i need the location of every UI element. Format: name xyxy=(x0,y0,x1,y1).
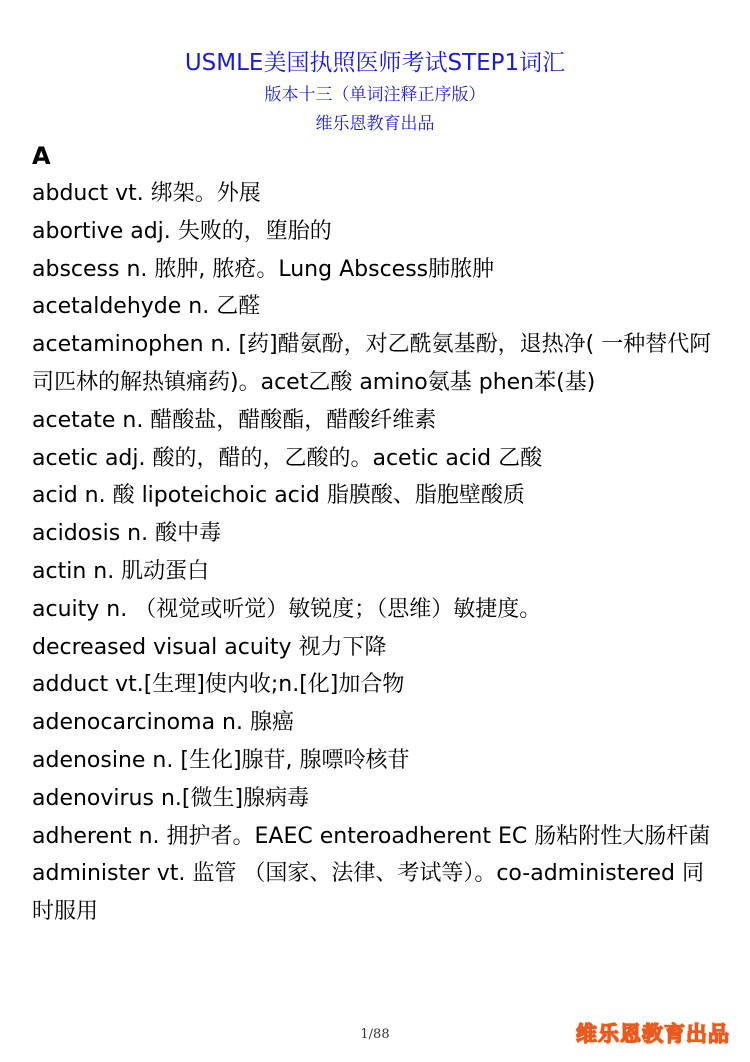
vocabulary-entry: adduct vt.[生理]使内收;n.[化]加合物 xyxy=(32,672,405,698)
vocabulary-entry: acid n. 酸 lipoteichoic acid 脂膜酸、脂胞壁酸质 xyxy=(32,483,525,509)
vocabulary-entry: abscess n. 脓肿, 脓疮。Lung Abscess肺脓肿 xyxy=(32,256,495,282)
vocabulary-entry: adenocarcinoma n. 腺癌 xyxy=(32,710,294,736)
vocabulary-entry: administer vt. 监管 （国家、法律、考试等）。co-administered 同时服用 xyxy=(32,861,704,925)
page-number: 1/88 xyxy=(360,1027,390,1042)
vocabulary-entry: adherent n. 拥护者。EAEC enteroadherent EC 肠粘附性大肠杆菌 xyxy=(32,823,711,849)
section-letter-heading: A xyxy=(32,142,51,170)
vocabulary-entry: adenovirus n.[微生]腺病毒 xyxy=(32,785,310,811)
vocabulary-entry: acetic adj. 酸的，醋的，乙酸的。acetic acid 乙酸 xyxy=(32,445,543,471)
vocabulary-entry: acetaminophen n. [药]醋氨酚，对乙酰氨基酚，退热净( 一种替代阿司匹林的解热镇痛药)。acet乙酸 amino氨基 phen苯(基) xyxy=(32,332,712,395)
vocabulary-entry: acuity n. （视觉或听觉）敏锐度；（思维）敏捷度。 xyxy=(32,596,542,622)
page-subtitle: 版本十三（单词注释正序版） xyxy=(264,85,486,105)
vocabulary-entry: abortive adj. 失败的，堕胎的 xyxy=(32,218,332,244)
vocabulary-entry: adenosine n. [生化]腺苷, 腺嘌呤核苷 xyxy=(32,747,410,773)
page-title: USMLE美国执照医师考试STEP1词汇 xyxy=(184,50,566,76)
vocabulary-list xyxy=(32,175,722,931)
vocabulary-entry: abduct vt. 绑架。外展 xyxy=(32,181,261,206)
publisher-line: 维乐恩教育出品 xyxy=(315,114,435,134)
vocabulary-entry: acetaldehyde n. 乙醛 xyxy=(32,294,261,320)
vocabulary-entry: actin n. 肌动蛋白 xyxy=(32,558,210,584)
publisher-watermark: 维乐恩教育出品 xyxy=(576,1022,730,1046)
vocabulary-entry: acetate n. 醋酸盐，醋酸酯，醋酸纤维素 xyxy=(32,407,437,433)
vocabulary-entry: decreased visual acuity 视力下降 xyxy=(32,634,387,660)
vocabulary-entry: acidosis n. 酸中毒 xyxy=(32,521,222,547)
